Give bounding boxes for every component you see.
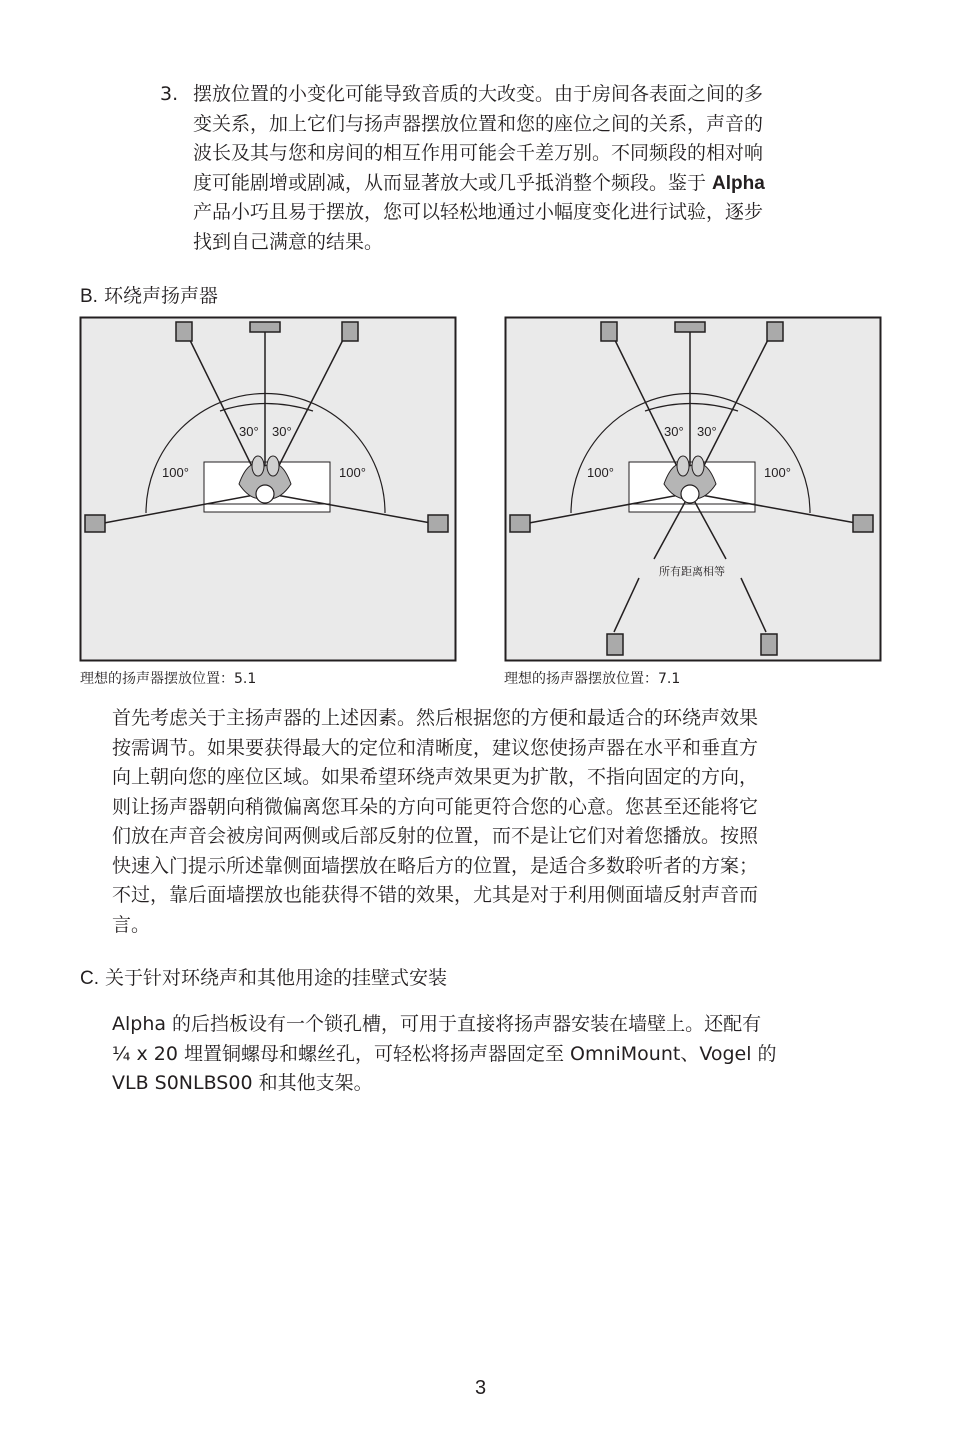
speaker-side-right — [853, 515, 873, 532]
speaker-surround-left — [85, 515, 105, 532]
alpha-brand: Alpha — [712, 172, 765, 194]
diagram-5-1 — [79, 316, 457, 664]
item3-text-part1: 摆放位置的小变化可能导致音质的大改变。由于房间各表面之间的多 变关系，加上它们与扬声器摆放位置和您的座位之间的关系，声音的 波长及其与您和房间的相互作用可能会千差万别。不同频段的相对响 度可能剧增或剧减，从而显著放大或几乎抵消整个频段。鉴于 — [193, 83, 764, 194]
caption-7-1: 理想的扬声器摆放位置：7.1 — [504, 671, 681, 687]
section-letter: C. — [80, 968, 99, 989]
speaker-front-left — [176, 322, 192, 341]
angle-label: 100° — [587, 465, 614, 480]
paragraph-b: 首先考虑关于主扬声器的上述因素。然后根据您的方便和最适合的环绕声效果 按需调节。如果要获得最大的定位和清晰度，建议您使扬声器在水平和垂直方 向上朝向您的座位区域。如果希望环绕声效果更为扩散，不指向固定的方向， 则让扬声器朝向稍微偏离您耳朵的方向可能更符合您的心意。您甚至还能将它 们放在声音会被房间两侧或后部反射的位置，而不是让它们对着您播放。按照 快速入门提示所述靠侧面墙摆放在略后方的位置，是适合多数聆听者的方案； 不过，靠后面墙摆放也能获得不错的效果，尤其是对于利用侧面墙反射声音而 言。 — [112, 707, 759, 936]
list-item-text — [193, 80, 873, 257]
angle-label: 30° — [697, 424, 717, 439]
page-number: 3 — [474, 1377, 487, 1399]
speaker-front-left — [601, 322, 617, 341]
speaker-front-right — [767, 322, 783, 341]
angle-label: 100° — [339, 465, 366, 480]
section-c-heading — [80, 963, 447, 990]
section-title: 环绕声扬声器 — [104, 285, 219, 307]
paragraph-c: Alpha 的后挡板设有一个锁孔槽，可用于直接将扬声器安装在墙壁上。还配有 ¼ x 20 埋置铜螺母和螺丝孔，可轻松将扬声器固定至 OmniMount、Vogel 的 VLB S0NLBS00 和其他支架。 — [112, 1013, 777, 1094]
item3-text-part2: 产品小巧且易于摆放，您可以轻松地通过小幅度变化进行试验，逐步 找到自己满意的结果。 — [193, 201, 764, 253]
angle-label: 30° — [664, 424, 684, 439]
section-letter: B. — [80, 286, 98, 307]
angle-label: 30° — [239, 424, 259, 439]
angle-label: 100° — [764, 465, 791, 480]
speaker-side-left — [510, 515, 530, 532]
speaker-center — [675, 322, 705, 332]
angle-label: 100° — [162, 465, 189, 480]
caption-5-1: 理想的扬声器摆放位置：5.1 — [80, 671, 257, 687]
speaker-rear-left — [607, 634, 623, 655]
speaker-center — [250, 322, 280, 332]
speaker-rear-right — [761, 634, 777, 655]
speaker-surround-right — [428, 515, 448, 532]
list-item-number: 3. — [160, 83, 179, 105]
section-title: 关于针对环绕声和其他用途的挂壁式安装 — [105, 967, 448, 989]
distance-note: 所有距离相等 — [659, 565, 725, 578]
section-b-heading — [80, 281, 218, 308]
diagram-7-1 — [504, 316, 882, 664]
speaker-front-right — [342, 322, 358, 341]
angle-label: 30° — [272, 424, 292, 439]
